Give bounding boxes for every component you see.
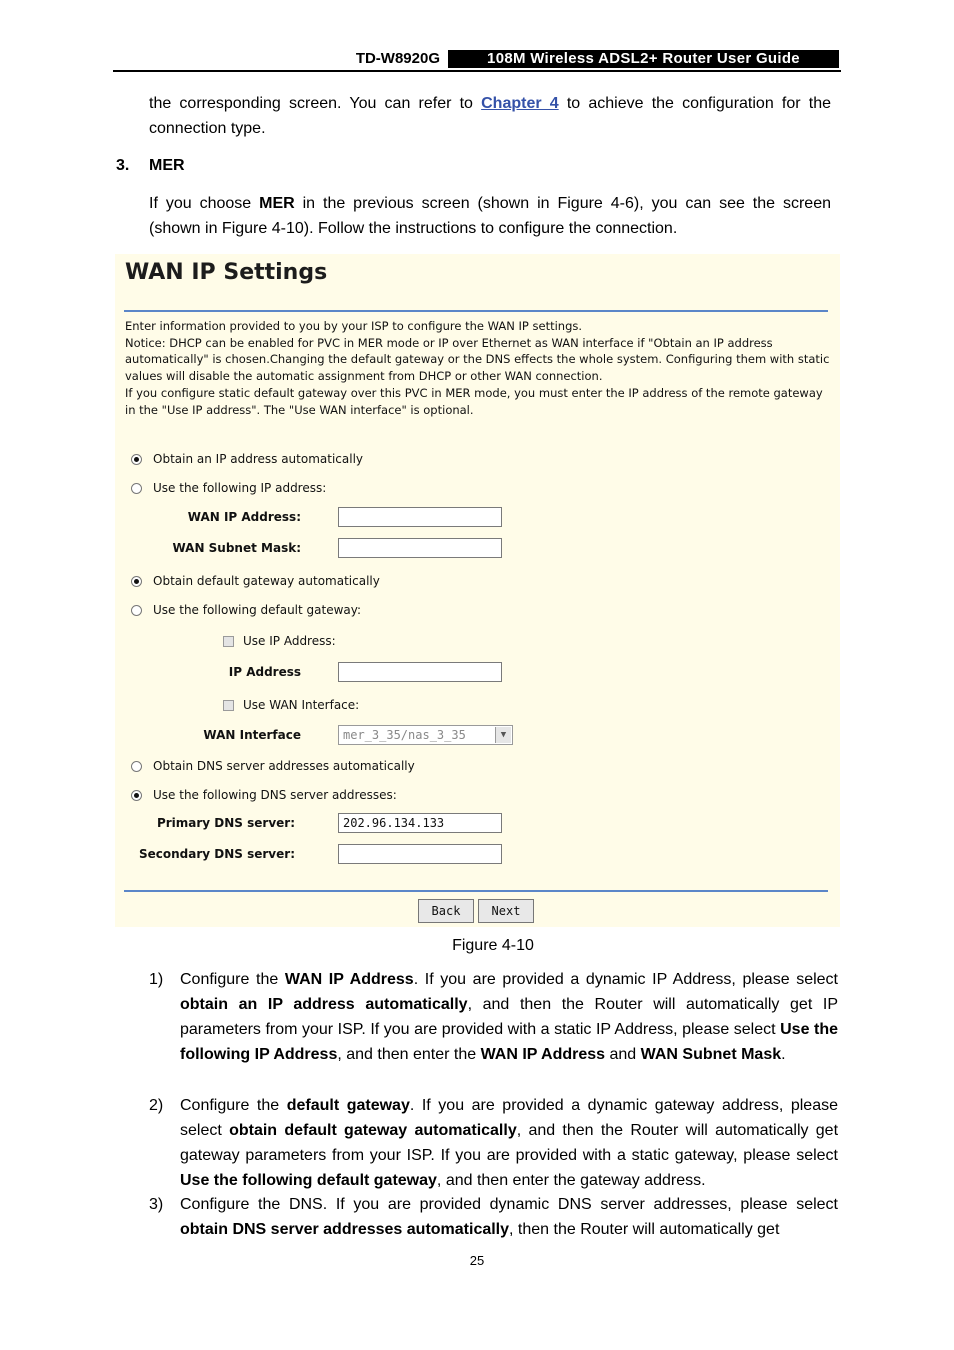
step-text: , and then the Router will automatically get IP parameters from your ISP. If you are provided with a static IP Address, please select — [180, 996, 838, 1038]
section-number: 3. — [116, 157, 130, 174]
step-bold-text: WAN Subnet Mask — [640, 1046, 782, 1063]
use-ip-address-checkbox[interactable] — [223, 636, 234, 647]
step-text: and — [605, 1046, 641, 1063]
use-wan-interface-checkbox[interactable] — [223, 700, 234, 711]
panel-bottom-rule — [124, 890, 828, 892]
step-bold-text: Use the following default gateway — [180, 1172, 437, 1189]
step-bold-text: obtain an IP address automatically — [180, 996, 468, 1013]
header-guide-title: 108M Wireless ADSL2+ Router User Guide — [448, 50, 839, 68]
secondary-dns-label: Secondary DNS server: — [139, 847, 295, 861]
back-button[interactable]: Back — [418, 899, 474, 923]
panel-top-rule — [124, 310, 828, 312]
primary-dns-input[interactable]: 202.96.134.133 — [338, 813, 502, 833]
wan-ip-settings-panel — [115, 254, 840, 927]
obtain-ip-auto-label: Obtain an IP address automatically — [153, 452, 364, 466]
step-text: Configure the — [180, 1097, 287, 1114]
use-wan-interface-label: Use WAN Interface: — [243, 698, 360, 712]
section-paragraph — [149, 191, 831, 241]
wan-subnet-mask-label: WAN Subnet Mask: — [172, 541, 301, 555]
figure-caption: Figure 4-10 — [452, 937, 534, 954]
wan-ip-address-label: WAN IP Address: — [187, 510, 301, 524]
step-2-text — [180, 1093, 838, 1193]
header-model: TD-W8920G — [355, 50, 440, 67]
obtain-gateway-auto-radio[interactable] — [131, 576, 142, 587]
wan-subnet-mask-input[interactable] — [338, 538, 502, 558]
intro-paragraph — [149, 91, 831, 141]
secondary-dns-input[interactable] — [338, 844, 502, 864]
step-number: 2) — [149, 1097, 164, 1114]
primary-dns-label: Primary DNS server: — [156, 816, 295, 830]
wan-interface-select[interactable] — [338, 725, 513, 745]
step-1-text — [180, 967, 838, 1067]
intro-text-after: to achieve the configuration for the connection type. — [149, 95, 831, 137]
use-following-ip-radio[interactable] — [131, 483, 142, 494]
notice-line: If you configure static default gateway over this PVC in MER mode, you must enter the IP address of the remote gateway in the "Use IP address". The "Use WAN interface" is optional. — [125, 385, 823, 417]
step-bold-text: WAN IP Address — [284, 971, 414, 988]
step-bold-text: obtain DNS server addresses automatically — [180, 1221, 510, 1238]
step-number: 1) — [149, 971, 164, 988]
panel-title: WAN IP Settings — [125, 260, 328, 285]
page-number: 25 — [469, 1253, 485, 1268]
gateway-ip-address-input[interactable] — [338, 662, 502, 682]
step-text: . If you are provided a dynamic gateway address, please select — [180, 1097, 838, 1139]
notice-line: Enter information provided to you by your ISP to configure the WAN IP settings. — [125, 319, 583, 333]
obtain-dns-auto-radio[interactable] — [131, 761, 142, 772]
use-following-gateway-radio[interactable] — [131, 605, 142, 616]
use-following-dns-radio[interactable] — [131, 790, 142, 801]
ip-address-label: IP Address — [228, 665, 301, 679]
step-bold-text: Use the following IP Address — [180, 1021, 839, 1063]
step-text: , and then the Router will automatically get gateway parameters from your ISP. If you are provided with a static gateway, please select — [180, 1122, 839, 1164]
step-bold-text: obtain default gateway automatically — [229, 1122, 517, 1139]
obtain-gateway-auto-label: Obtain default gateway automatically — [153, 574, 380, 588]
wan-interface-label: WAN Interface — [203, 728, 301, 742]
step-text: Configure the — [180, 971, 285, 988]
step-text: . — [781, 1046, 786, 1063]
section-title: MER — [149, 157, 185, 174]
step-bold-text: default gateway — [286, 1097, 410, 1114]
step-3-text — [180, 1192, 838, 1242]
next-button[interactable]: Next — [478, 899, 534, 923]
step-number: 3) — [149, 1196, 164, 1213]
step-text: , then the Router will automatically get — [509, 1221, 780, 1238]
section-text-before: If you choose — [149, 195, 260, 212]
obtain-ip-auto-radio[interactable] — [131, 454, 142, 465]
chapter-link[interactable]: Chapter 4 — [481, 95, 559, 112]
chevron-down-icon[interactable]: ▼ — [495, 727, 511, 743]
use-following-ip-label: Use the following IP address: — [153, 481, 327, 495]
use-following-gateway-label: Use the following default gateway: — [153, 603, 362, 617]
panel-notice — [125, 318, 830, 418]
step-text: , and then enter the gateway address. — [436, 1172, 706, 1189]
step-text: . If you are provided a dynamic IP Address, please select — [413, 971, 838, 988]
notice-line: Notice: DHCP can be enabled for PVC in MER mode or IP over Ethernet as WAN interface if "Obtain an IP address automatically" is chosen.Changing the default gateway or the DNS effects the whole system. Configuring them with static values will disable the automatic assignment from DHCP or other WAN connection. — [125, 335, 830, 384]
step-text: , and then enter the — [337, 1046, 481, 1063]
wan-ip-address-input[interactable] — [338, 507, 502, 527]
use-following-dns-label: Use the following DNS server addresses: — [153, 788, 397, 802]
header-rule — [113, 70, 841, 72]
use-ip-address-label: Use IP Address: — [243, 634, 336, 648]
step-text: Configure the DNS. If you are provided dynamic DNS server addresses, please select — [180, 1196, 838, 1213]
wan-interface-value: mer_3_35/nas_3_35 — [343, 728, 466, 742]
obtain-dns-auto-label: Obtain DNS server addresses automatically — [153, 759, 415, 773]
step-bold-text: WAN IP Address — [480, 1046, 606, 1063]
section-text-bold: MER — [259, 195, 295, 212]
section-text-after: in the previous screen (shown in Figure 4-6), you can see the screen (shown in Figure 4-10). Follow the instructions to configure the connection. — [149, 195, 832, 237]
intro-text-before: the corresponding screen. You can refer to — [149, 95, 482, 112]
